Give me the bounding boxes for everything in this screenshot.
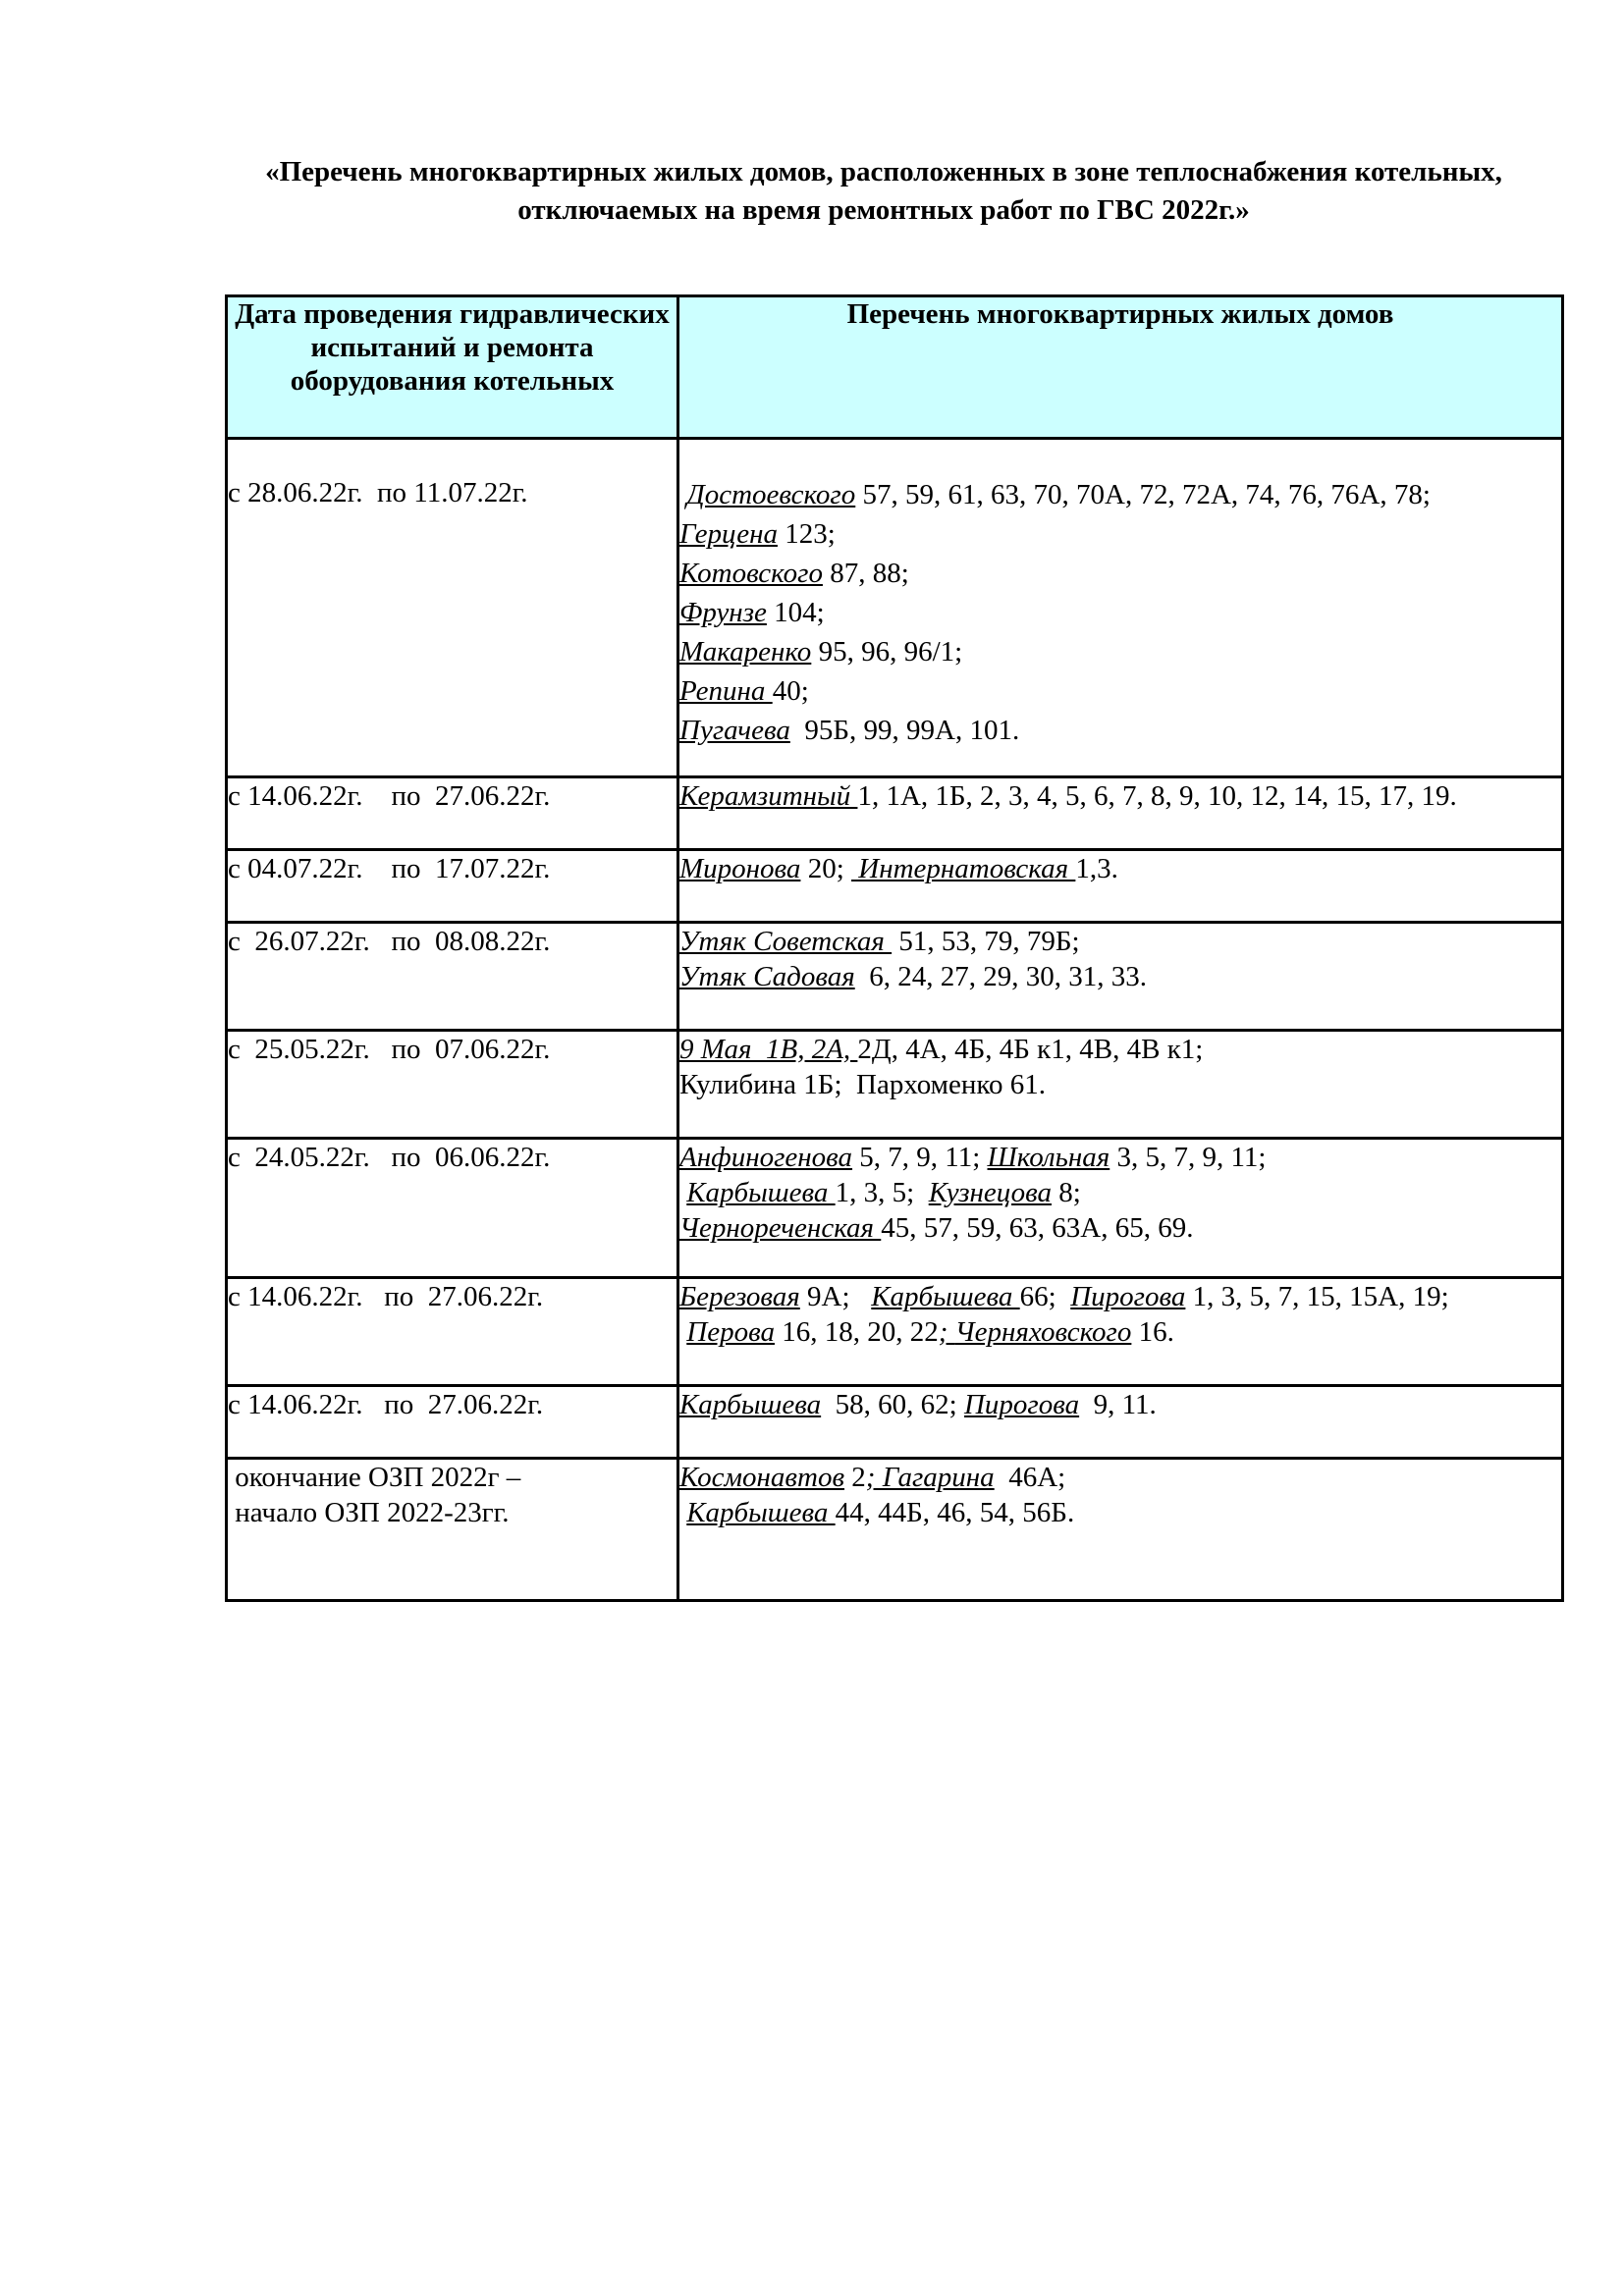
- address-line: [679, 632, 1561, 671]
- houses-list-cell: [678, 1031, 1563, 1139]
- table-row: [227, 1139, 1563, 1278]
- table-row: [227, 1386, 1563, 1459]
- date-range-cell: с 14.06.22г. по 27.06.22г.: [227, 1278, 678, 1386]
- header-houses-column: Перечень многоквартирных жилых домов: [678, 296, 1563, 439]
- address-line: [679, 1032, 1561, 1067]
- street-name: Космонавтов: [679, 1462, 845, 1493]
- table-row: [227, 1031, 1563, 1139]
- house-numbers: 2: [844, 1462, 866, 1493]
- house-numbers: 9А;: [799, 1281, 872, 1312]
- address-line: [679, 1067, 1561, 1102]
- street-name: Перова: [686, 1316, 775, 1348]
- street-name: Карбышева: [871, 1281, 1020, 1312]
- address-line: [679, 554, 1561, 593]
- address-line: [679, 778, 1561, 814]
- house-numbers: 66;: [1019, 1281, 1071, 1312]
- street-name: 9 Мая 1В, 2А,: [679, 1034, 858, 1065]
- date-range-cell: с 25.05.22г. по 07.06.22г.: [227, 1031, 678, 1139]
- houses-list-cell: [678, 1386, 1563, 1459]
- house-numbers: 1, 1А, 1Б, 2, 3, 4, 5, 6, 7, 8, 9, 10, 12, 14, 15, 17, 19.: [857, 780, 1457, 812]
- house-numbers: 1, 3, 5;: [835, 1177, 929, 1208]
- date-range-cell: с 28.06.22г. по 11.07.22г.: [227, 439, 678, 777]
- date-range-cell: окончание ОЗП 2022г – начало ОЗП 2022-23гг.: [227, 1459, 678, 1601]
- house-numbers: 104;: [766, 597, 825, 628]
- address-line: [679, 1140, 1561, 1175]
- house-numbers: 51, 53, 79, 79Б;: [892, 926, 1080, 957]
- house-numbers: 95, 96, 96/1;: [811, 636, 963, 667]
- house-numbers: 16, 18, 20, 22: [774, 1316, 939, 1348]
- street-name: Карбышева: [679, 1389, 822, 1420]
- house-numbers: 87, 88;: [822, 558, 909, 589]
- table-row: [227, 1278, 1563, 1386]
- house-numbers: 3, 5, 7, 9, 11;: [1110, 1142, 1267, 1173]
- street-name: Керамзитный: [679, 780, 858, 812]
- house-numbers: 16.: [1131, 1316, 1174, 1348]
- street-name: ;: [938, 1316, 955, 1348]
- houses-list-cell: [678, 1278, 1563, 1386]
- street-name: Макаренко: [679, 636, 812, 667]
- house-numbers: 44, 44Б, 46, 54, 56Б.: [835, 1497, 1075, 1528]
- street-name: Анфиногенова: [679, 1142, 853, 1173]
- house-numbers: Кулибина 1Б; Пархоменко 61.: [679, 1069, 1047, 1100]
- address-line: [679, 514, 1561, 554]
- street-name: Фрунзе: [679, 597, 767, 628]
- table-row: [227, 777, 1563, 850]
- street-name: Утяк Советская: [679, 926, 893, 957]
- house-numbers: 6, 24, 27, 29, 30, 31, 33.: [854, 961, 1147, 992]
- house-numbers: 2Д, 4А, 4Б, 4Б к1, 4В, 4В к1;: [857, 1034, 1204, 1065]
- house-numbers: 46А;: [994, 1462, 1066, 1493]
- address-line: [679, 959, 1561, 994]
- table-header-row: [227, 296, 1563, 439]
- address-line: [679, 1314, 1561, 1350]
- table-row: [227, 439, 1563, 777]
- street-name: Карбышева: [686, 1497, 836, 1528]
- street-name: Интернатовская: [851, 853, 1076, 884]
- houses-table: [225, 294, 1564, 1602]
- header-date-column: Дата проведения гидравлических испытаний и ремонта оборудования котельных: [227, 296, 678, 439]
- street-name: ; Гагарина: [865, 1462, 995, 1493]
- address-line: [679, 711, 1561, 750]
- house-numbers: 20;: [800, 853, 851, 884]
- address-line: [679, 1175, 1561, 1210]
- houses-list-cell: [678, 1139, 1563, 1278]
- document-title: [196, 153, 1571, 230]
- address-line: [679, 475, 1561, 514]
- house-numbers: 1, 3, 5, 7, 15, 15А, 19;: [1185, 1281, 1449, 1312]
- date-range-cell: с 14.06.22г. по 27.06.22г.: [227, 777, 678, 850]
- date-range-cell: с 14.06.22г. по 27.06.22г.: [227, 1386, 678, 1459]
- street-name: Пирогова: [963, 1389, 1080, 1420]
- house-numbers: 58, 60, 62;: [821, 1389, 964, 1420]
- date-range-cell: с 04.07.22г. по 17.07.22г.: [227, 850, 678, 923]
- houses-list-cell: [678, 777, 1563, 850]
- street-name: Герцена: [679, 518, 778, 550]
- address-line: [679, 1387, 1561, 1422]
- address-line: [679, 1460, 1561, 1495]
- address-line: [679, 1210, 1561, 1246]
- houses-list-cell: [678, 923, 1563, 1031]
- house-numbers: 95Б, 99, 99А, 101.: [789, 715, 1020, 746]
- house-numbers: 8;: [1052, 1177, 1081, 1208]
- title-line-2: отключаемых на время ремонтных работ по ГВС 2022г.»: [517, 194, 1250, 226]
- street-name: Котовского: [679, 558, 823, 589]
- street-name: Черняховского: [954, 1316, 1132, 1348]
- address-line: [679, 1279, 1561, 1314]
- house-numbers: 5, 7, 9, 11;: [852, 1142, 988, 1173]
- address-line: [679, 1495, 1561, 1530]
- street-name: Карбышева: [686, 1177, 836, 1208]
- address-line: [679, 851, 1561, 886]
- houses-list-cell: [678, 1459, 1563, 1601]
- houses-list-cell: [678, 439, 1563, 777]
- house-numbers: 9, 11.: [1079, 1389, 1157, 1420]
- house-numbers: 45, 57, 59, 63, 63А, 65, 69.: [881, 1212, 1194, 1244]
- house-numbers: 123;: [778, 518, 836, 550]
- street-name: Школьная: [987, 1142, 1110, 1173]
- house-numbers: 1,3.: [1075, 853, 1118, 884]
- table-row: [227, 1459, 1563, 1601]
- house-numbers: 57, 59, 61, 63, 70, 70А, 72, 72А, 74, 76, 76А, 78;: [855, 479, 1431, 510]
- table-row: [227, 923, 1563, 1031]
- title-line-1: «Перечень многоквартирных жилых домов, расположенных в зоне теплоснабжения котельных,: [265, 156, 1502, 187]
- street-name: Миронова: [679, 853, 801, 884]
- street-name: Кузнецова: [928, 1177, 1053, 1208]
- street-name: Пирогова: [1070, 1281, 1186, 1312]
- date-range-cell: с 24.05.22г. по 06.06.22г.: [227, 1139, 678, 1278]
- date-range-cell: с 26.07.22г. по 08.08.22г.: [227, 923, 678, 1031]
- address-line: [679, 593, 1561, 632]
- street-name: Утяк Садовая: [679, 961, 855, 992]
- street-name: Пугачева: [679, 715, 790, 746]
- address-line: [679, 671, 1561, 711]
- table-row: [227, 850, 1563, 923]
- house-numbers: 40;: [772, 675, 809, 707]
- address-line: [679, 924, 1561, 959]
- houses-list-cell: [678, 850, 1563, 923]
- street-name: Достоевского: [686, 479, 856, 510]
- street-name: Березовая: [679, 1281, 800, 1312]
- street-name: Чернореченская: [679, 1212, 882, 1244]
- street-name: Репина: [679, 675, 773, 707]
